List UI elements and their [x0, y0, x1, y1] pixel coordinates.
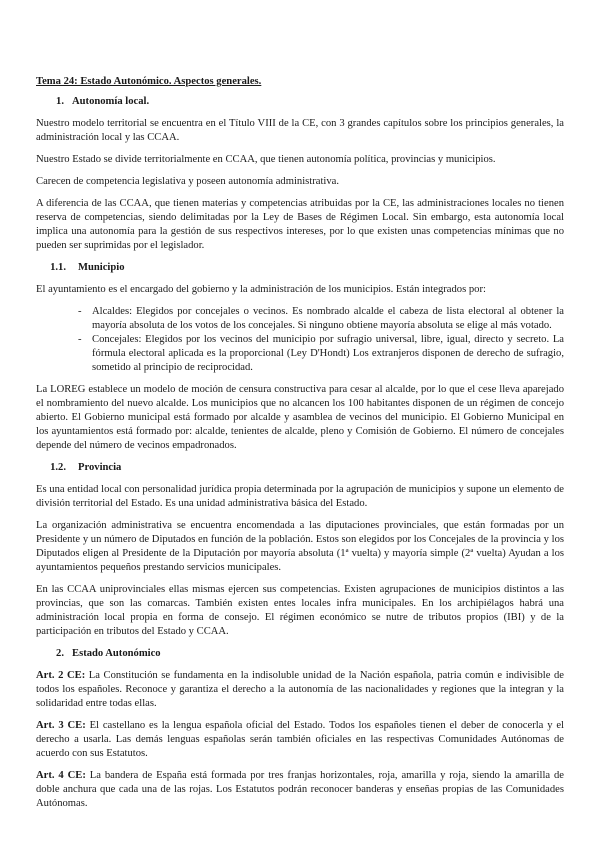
- article-label: Art. 2 CE:: [36, 670, 86, 681]
- article-paragraph: [36, 769, 564, 811]
- section-heading-2: [36, 647, 564, 661]
- subsection-title: Municipio: [78, 262, 125, 273]
- subsection-title: Provincia: [78, 462, 122, 473]
- article-text: La Constitución se fundamenta en la indisoluble unidad de la Nación española, patria común e indivisible de todos los españoles. Reconoce y garantiza el derecho a la autonomía de las nacionalidades y regiones que la integran y la solidaridad entre todas ellas.: [36, 670, 564, 709]
- subsection-heading-municipio: [36, 261, 564, 275]
- paragraph: La organización administrativa se encuentra encomendada a las diputaciones provinciales, que están formadas por un Presidente y un número de Diputados en función de la población. Estos son elegidos por los Concejales de la provincia y los Diputados eligen al Presidente de la Diputación por mayoría absoluta (1ª vuelta) y mayoría simple (2ª vuelta) Ayudan a los ayuntamientos pequeños prestando servicios municipales.: [36, 520, 564, 573]
- article-paragraph: [36, 669, 564, 711]
- paragraph: La LOREG establece un modelo de moción de censura constructiva para cesar al alcalde, por lo que el cese lleva aparejado el nombramiento del nuevo alcalde. Los municipios que no alcancen los 100 habitantes disponen de un régimen de concejo abierto. El Gobierno municipal está formado por alcalde y asamblea de vecinos del municipio. El Gobierno Municipal en los ayuntamientos está formado por: alcalde, tenientes de alcalde, pleno y Comisión de Gobierno. El número de concejales depende del número de vecinos empadronados.: [36, 384, 564, 451]
- paragraph: Es una entidad local con personalidad jurídica propia determinada por la agrupación de municipios y supone un elemento de división territorial del Estado. Es una unidad administrativa básica del Estado.: [36, 484, 564, 509]
- document-body: [36, 75, 564, 819]
- paragraph: Nuestro modelo territorial se encuentra en el Título VIII de la CE, con 3 grandes capítulos sobre los principios generales, la administración local y las CCAA.: [36, 118, 564, 143]
- article-label: Art. 3 CE:: [36, 720, 86, 731]
- list-item: - Alcaldes: Elegidos por concejales o vecinos. Es nombrado alcalde el cabeza de lista electoral al obtener la mayoría absoluta de los votos de los concejales. Si ninguno obtiene mayoría absoluta se elige al más votado.: [78, 305, 564, 333]
- section-number: 1.: [56, 96, 64, 107]
- section-title: Estado Autonómico: [72, 648, 161, 659]
- article-label: Art. 4 CE:: [36, 770, 86, 781]
- paragraph: En las CCAA uniprovinciales ellas mismas ejercen sus competencias. Existen agrupaciones de municipios distintos a las provincias, que son las comarcas. También existen entes locales infra municipales. En los archipiélagos habrá una administración local propia en forma de consejo. El régimen económico se nutre de tributos propios (IBI) y de la participación en tributos del Estado y CCAA.: [36, 584, 564, 637]
- article-text: La bandera de España está formada por tres franjas horizontales, roja, amarilla y roja, siendo la amarilla de doble anchura que cada una de las rojas. Los Estatutos podrán reconocer banderas y enseñas propias de las Comunidades Autónomas.: [36, 770, 564, 809]
- paragraph: Carecen de competencia legislativa y poseen autonomía administrativa.: [36, 176, 339, 187]
- section-title: Autonomía local.: [72, 96, 150, 107]
- paragraph: Nuestro Estado se divide territorialmente en CCAA, que tienen autonomía política, provincias y municipios.: [36, 154, 496, 165]
- section-number: 2.: [56, 648, 64, 659]
- document-title: Tema 24: Estado Autonómico. Aspectos generales.: [36, 76, 262, 87]
- article-paragraph: [36, 719, 564, 761]
- subsection-heading-provincia: [36, 461, 564, 475]
- article-text: El castellano es la lengua española oficial del Estado. Todos los españoles tienen el deber de conocerla y el derecho a usarla. Las demás lenguas españolas serán también oficiales en las respectivas Comunidades Autónomas de acuerdo con sus Estatutos.: [36, 720, 564, 759]
- section-heading-1: [36, 95, 564, 109]
- paragraph: El ayuntamiento es el encargado del gobierno y la administración de los municipios. Están integrados por:: [36, 284, 486, 295]
- list-item: - Concejales: Elegidos por los vecinos del municipio por sufragio universal, libre, igual, directo y secreto. La fórmula electoral aplicada es la proporcional (Ley D'Hondt) Los extranjeros disponen de derecho de sufragio, sometido al principio de reciprocidad.: [78, 333, 564, 375]
- subsection-number: 1.1.: [50, 262, 66, 273]
- dash-list: [36, 305, 564, 375]
- paragraph: A diferencia de las CCAA, que tienen materias y competencias atribuidas por la CE, las administraciones locales no tienen reserva de competencias, siendo delimitadas por la Ley de Bases de Régimen Local. Sin embargo, esta autonomía local implica una autonomía para la gestión de sus respectivos intereses, por lo que existen unas competencias mínimas que no pueden ser suprimidas por el legislador.: [36, 198, 564, 251]
- subsection-number: 1.2.: [50, 462, 66, 473]
